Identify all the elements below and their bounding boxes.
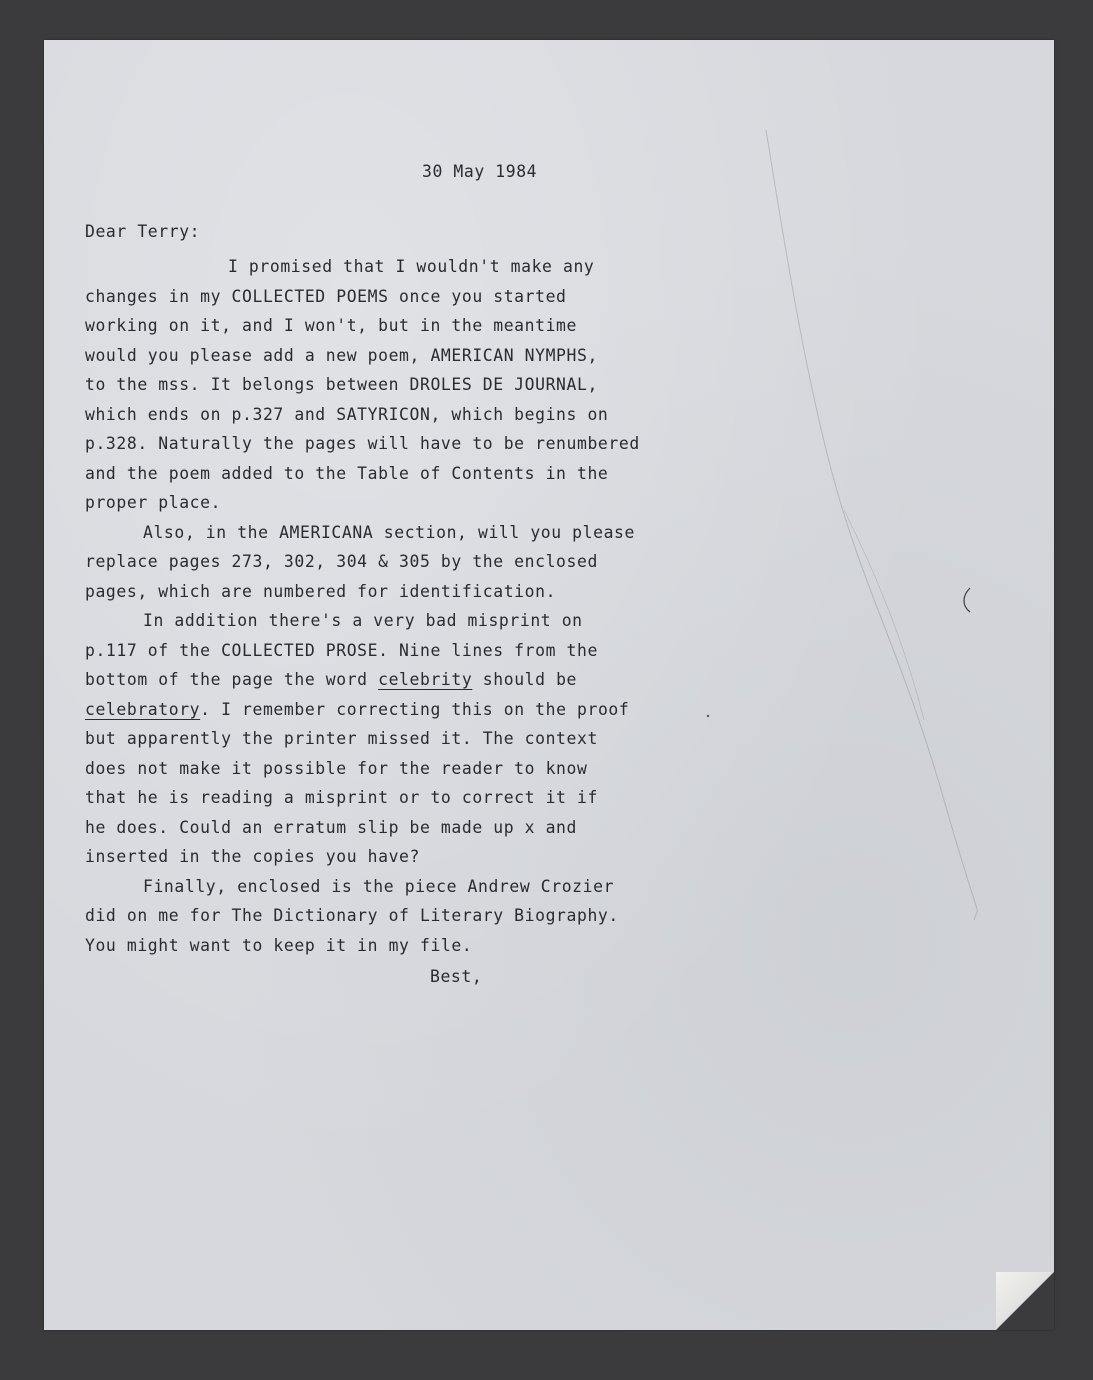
text-line: and the poem added to the Table of Contents in the xyxy=(85,463,609,483)
text-line: In addition there's a very bad misprint on xyxy=(143,611,583,630)
text-line: which ends on p.327 and SATYRICON, which begins on xyxy=(85,404,609,424)
text-line: did on me for The Dictionary of Literary Biography. xyxy=(85,906,619,925)
letter-page xyxy=(44,40,1054,1330)
letter-paragraphs xyxy=(85,252,640,960)
text-line: bottom of the page the word celebrity should be xyxy=(85,670,578,689)
text-line: changes in my COLLECTED POEMS once you started xyxy=(85,286,567,306)
text-line: but apparently the printer missed it. The context xyxy=(85,729,598,748)
text-line: p.328. Naturally the pages will have to be renumbered xyxy=(85,434,640,453)
text-line: Finally, enclosed is the piece Andrew Crozier xyxy=(143,876,615,896)
text-line: to the mss. It belongs between DROLES DE JOURNAL, xyxy=(85,375,598,394)
text-line: replace pages 273, 302, 304 & 305 by the enclosed xyxy=(85,552,598,571)
text-line: does not make it possible for the reader to know xyxy=(85,758,588,778)
letter-date: 30 May 1984 xyxy=(422,162,538,181)
text-line: pages, which are numbered for identification. xyxy=(85,581,557,601)
text-line: celebratory. I remember correcting this on the proof xyxy=(85,699,630,719)
text-line: working on it, and I won't, but in the meantime xyxy=(85,316,577,335)
text-line: p.117 of the COLLECTED PROSE. Nine lines from the xyxy=(85,640,598,660)
underlined-word: celebratory xyxy=(85,699,201,719)
text-line: inserted in the copies you have? xyxy=(85,847,420,866)
text-line: would you please add a new poem, AMERICAN NYMPHS, xyxy=(85,345,598,365)
text-line: proper place. xyxy=(85,493,222,512)
text-line: You might want to keep it in my file. xyxy=(85,935,473,955)
folded-corner xyxy=(996,1272,1054,1330)
text-line: Also, in the AMERICANA section, will you please xyxy=(143,522,635,542)
salutation: Dear Terry: xyxy=(85,222,201,241)
letter-closing: Best, xyxy=(430,967,483,986)
text-line: that he is reading a misprint or to correct it if xyxy=(85,788,598,807)
underlined-word: celebrity xyxy=(378,670,473,689)
text-line: he does. Could an erratum slip be made up x and xyxy=(85,817,577,837)
text-line: I promised that I wouldn't make any xyxy=(228,257,595,276)
